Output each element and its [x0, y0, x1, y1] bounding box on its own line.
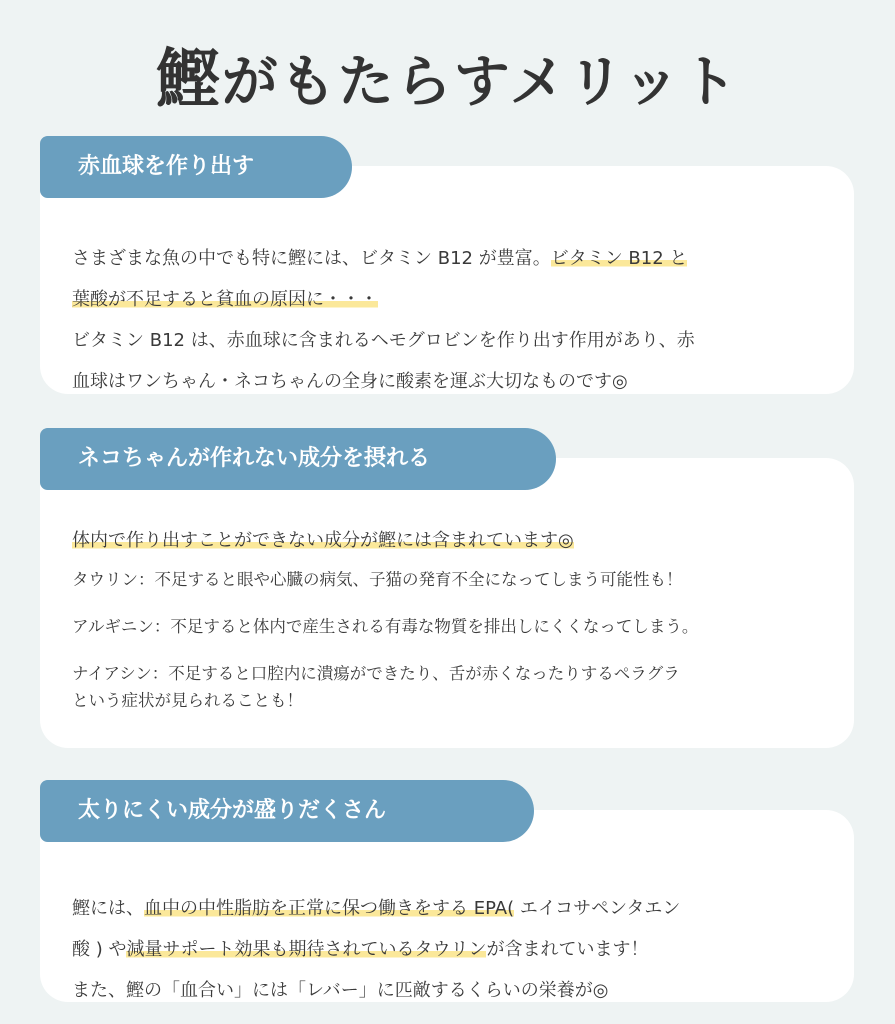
section-card — [40, 166, 854, 394]
nutrient-item-taurine: タウリン：不足すると眼や心臓の病気、子猫の発育不全になってしまう可能性も！ — [72, 570, 683, 589]
section-heading: 太りにくい成分が盛りだくさん — [40, 780, 534, 842]
highlight-text: ビタミン B12 と — [550, 248, 688, 269]
title-rest: がもたらすメリット — [221, 50, 740, 115]
body-line — [72, 888, 826, 929]
text-span: エイコサペンタエン — [514, 898, 681, 919]
section-essential-nutrients — [40, 428, 854, 750]
text-span: さまざまな魚の中でも特に鰹には、ビタミン B12 が豊富。 — [72, 248, 551, 269]
section-red-blood-cells — [40, 136, 854, 396]
nutrient-item-niacin — [72, 660, 830, 714]
body-line — [72, 279, 826, 320]
highlight-text: 血中の中性脂肪を正常に保つ働きをする EPA( — [144, 898, 515, 919]
body-line — [72, 929, 826, 970]
section-heading: 赤血球を作り出す — [40, 136, 352, 198]
text-span: 鰹には、 — [72, 898, 144, 919]
highlight-text: 減量サポート効果も期待されているタウリン — [126, 939, 487, 960]
body-line: 血球はワンちゃん・ネコちゃんの全身に酸素を運ぶ大切なものです◎ — [72, 371, 628, 392]
page-title — [0, 28, 895, 120]
section-body — [72, 888, 826, 1011]
nutrient-item-arginine: アルギニン：不足すると体内で産生される有毒な物質を排出しにくくなってしまう。 — [72, 617, 699, 636]
highlight-text: 葉酸が不足すると貧血の原因に・・・ — [72, 289, 378, 310]
title-kanji: 鰹 — [155, 43, 222, 117]
body-line: という症状が見られることも！ — [72, 691, 303, 710]
text-span: が含まれています！ — [486, 939, 649, 960]
body-line — [72, 238, 826, 279]
section-card — [40, 458, 854, 748]
body-line: ビタミン B12 は、赤血球に含まれるヘモグロビンを作り出す作用があり、赤 — [72, 330, 695, 351]
section-body — [72, 238, 826, 402]
body-line: また、鰹の「血合い」には「レバー」に匹敵するくらいの栄養が◎ — [72, 980, 609, 1001]
body-line: ナイアシン：不足すると口腔内に潰瘍ができたり、舌が赤くなったりするペラグラ — [72, 664, 680, 683]
text-span: 酸 ) や — [72, 939, 127, 960]
highlight-text: 体内で作り出すことができない成分が鰹には含まれています◎ — [72, 530, 574, 551]
section-diet-nutrients — [40, 780, 854, 1004]
section-heading: ネコちゃんが作れない成分を摂れる — [40, 428, 556, 490]
lead-line — [72, 520, 826, 561]
